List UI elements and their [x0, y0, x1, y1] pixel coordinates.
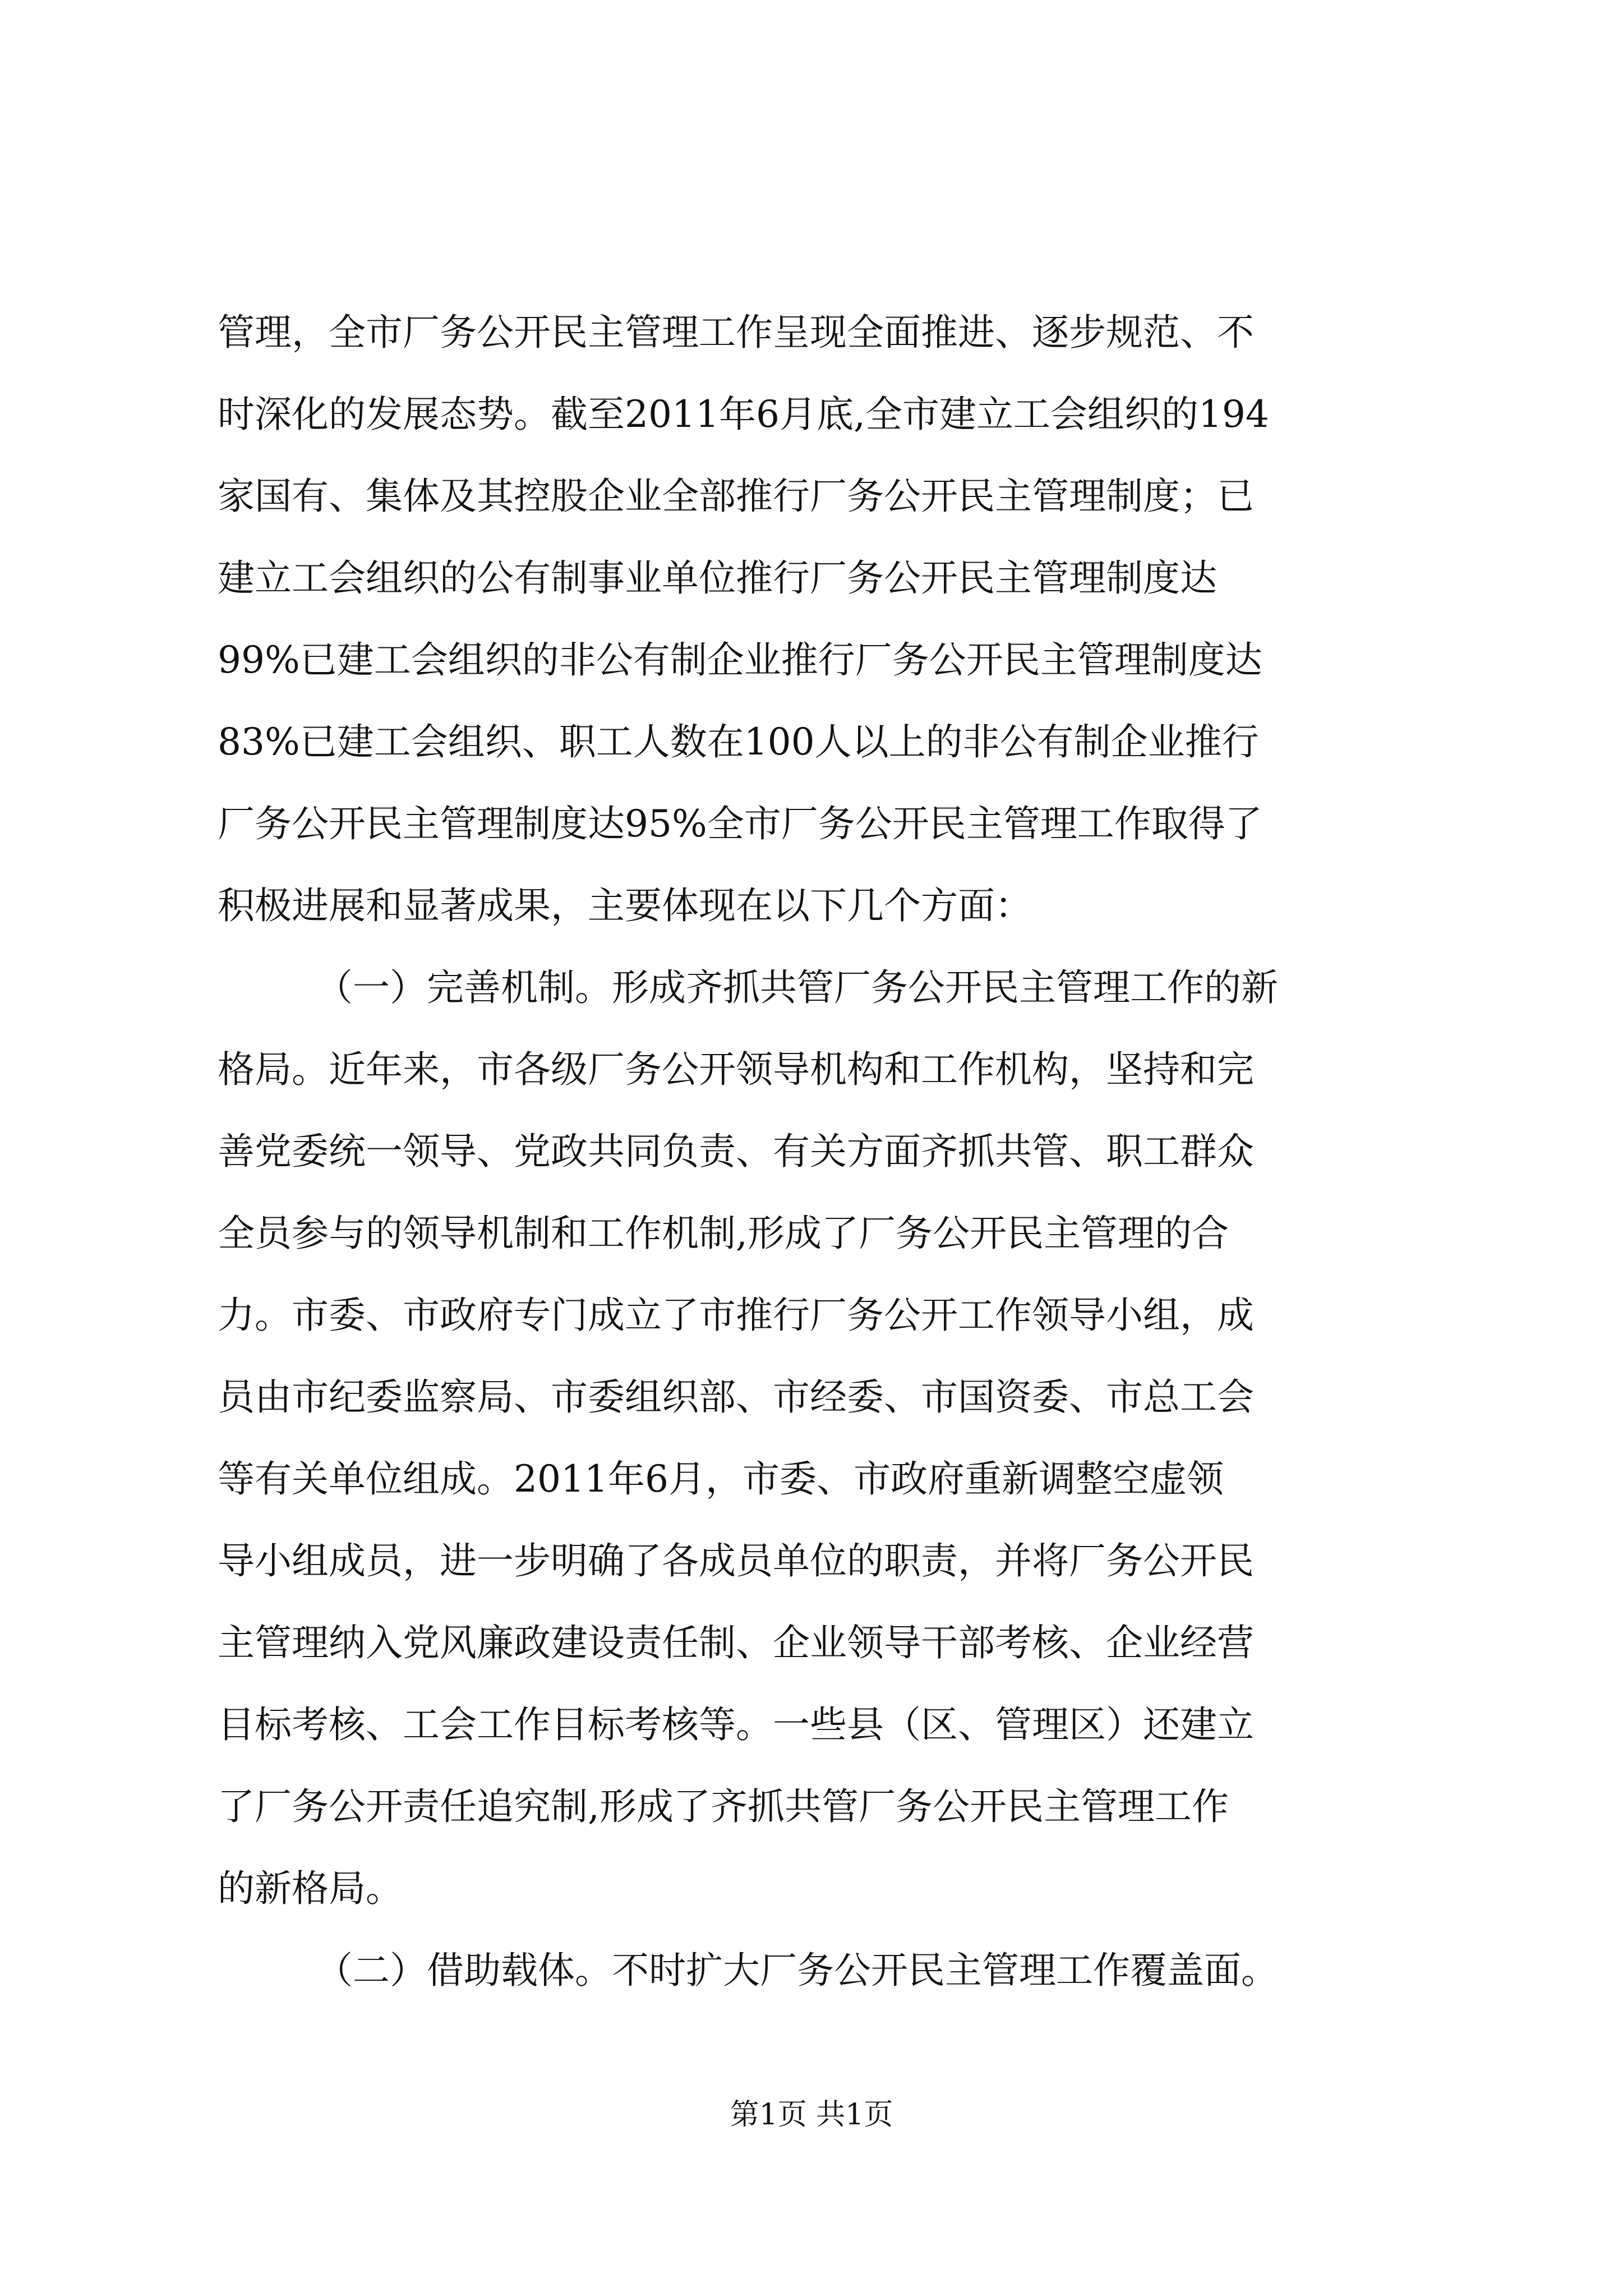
text-line: 积极进展和显著成果，主要体现在以下几个方面： — [218, 884, 1032, 927]
text-line: 83%已建工会组织、职工人数在100人以上的非公有制企业推行 — [218, 720, 1259, 763]
text-line: 家国有、集体及其控股企业全部推行厂务公开民主管理制度；已 — [218, 475, 1254, 518]
text-line: 格局。近年来，市各级厂务公开领导机构和工作机构，坚持和完 — [218, 1048, 1254, 1091]
text-line: 了厂务公开责任追究制,形成了齐抓共管厂务公开民主管理工作 — [218, 1785, 1229, 1828]
text-line: 目标考核、工会工作目标考核等。一些县（区、管理区）还建立 — [218, 1703, 1254, 1746]
text-line: 时深化的发展态势。截至2011年6月底,全市建立工会组织的194 — [218, 393, 1269, 436]
text-line: 建立工会组织的公有制事业单位推行厂务公开民主管理制度达 — [218, 556, 1217, 600]
text-line: 99%已建工会组织的非公有制企业推行厂务公开民主管理制度达 — [218, 638, 1262, 682]
text-line: 全员参与的领导机制和工作机制,形成了厂务公开民主管理的合 — [218, 1212, 1229, 1255]
text-line: 力。市委、市政府专门成立了市推行厂务公开工作领导小组，成 — [218, 1294, 1254, 1337]
text-line: 善党委统一领导、党政共同负责、有关方面齐抓共管、职工群众 — [218, 1130, 1254, 1173]
text-line: 主管理纳入党风廉政建设责任制、企业领导干部考核、企业经营 — [218, 1621, 1254, 1664]
text-line: 的新格局。 — [218, 1867, 403, 1910]
text-line: 厂务公开民主管理制度达95%全市厂务公开民主管理工作取得了 — [218, 802, 1262, 845]
section-heading-line: （二）借助载体。不时扩大厂务公开民主管理工作覆盖面。 — [316, 1949, 1278, 1992]
section-heading-line: （一）完善机制。形成齐抓共管厂务公开民主管理工作的新 — [316, 966, 1278, 1009]
document-body — [218, 292, 1412, 2012]
text-line: 员由市纪委监察局、市委组织部、市经委、市国资委、市总工会 — [218, 1375, 1254, 1419]
page-footer: 第1页 共1页 — [730, 2098, 893, 2132]
text-line: 等有关单位组成。2011年6月，市委、市政府重新调整空虚领 — [218, 1457, 1224, 1501]
text-line: 导小组成员，进一步明确了各成员单位的职责，并将厂务公开民 — [218, 1539, 1254, 1582]
text-line: 管理，全市厂务公开民主管理工作呈现全面推进、逐步规范、不 — [218, 311, 1254, 354]
